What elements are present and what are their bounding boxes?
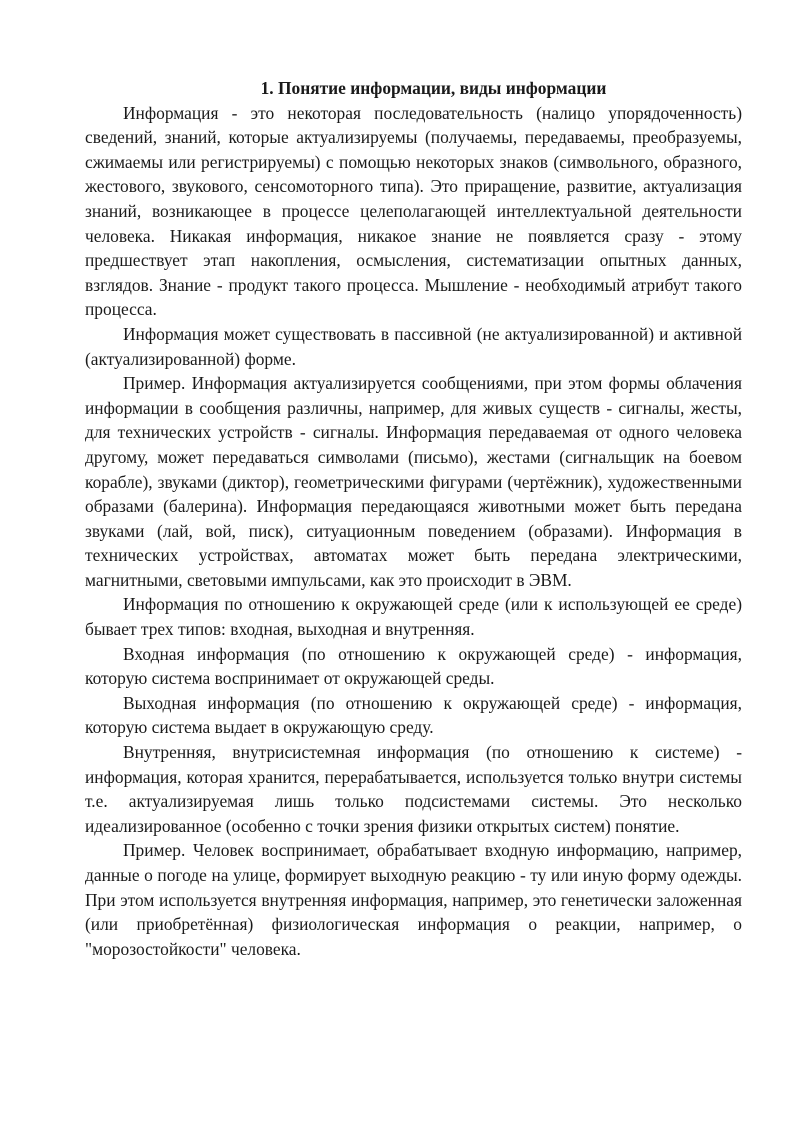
paragraph-types: Информация по отношению к окружающей среде (или к использующей ее среде) бывает трех типов: входная, выходная и внутренняя. bbox=[85, 594, 742, 640]
paragraph-example-human: Пример. Человек воспринимает, обрабатывает входную информацию, например, данные о погоде на улице, формирует выходную реакцию - ту или иную форму одежды. При этом используется внутренняя информация, например, это генетически заложенная (или приобретённая) физиологическая информация о реакции, например, о "морозостойкости" человека. bbox=[85, 840, 742, 959]
document-page bbox=[85, 76, 742, 961]
paragraph-internal-info: Внутренняя, внутрисистемная информация (по отношению к системе) - информация, которая хранится, перерабатывается, используется только внутри системы т.е. актуализируемая лишь только подсистемами системы. Это несколько идеализированное (особенно с точки зрения физики открытых систем) понятие. bbox=[85, 742, 742, 836]
paragraph-forms: Информация может существовать в пассивной (не актуализированной) и активной (актуализированной) форме. bbox=[85, 323, 742, 369]
paragraph-example-messages: Пример. Информация актуализируется сообщениями, при этом формы облачения информации в сообщения различны, например, для живых существ - сигналы, жесты, для технических устройств - сигналы. Информация передаваемая от одного человека другому, может передаваться символами (письмо), жестами (сигнальщик на боевом корабле), звуками (диктор), геометрическими фигурами (чертёжник), художественными образами (балерина). Информация передающаяся животными может быть передана звуками (лай, вой, писк), ситуационным поведением (образами). Информация в технических устройствах, автоматах может быть передана электрическими, магнитными, световыми импульсами, как это происходит в ЭВМ. bbox=[85, 373, 742, 590]
section-title: 1. Понятие информации, виды информации bbox=[260, 78, 607, 98]
paragraph-input-info: Входная информация (по отношению к окружающей среде) - информация, которую система воспринимает от окружающей среды. bbox=[85, 643, 742, 689]
paragraph-output-info: Выходная информация (по отношению к окружающей среде) - информация, которую система выдает в окружающую среду. bbox=[85, 692, 742, 738]
paragraph-definition: Информация - это некоторая последовательность (налицо упорядоченность) сведений, знаний, которые актуализируемы (получаемы, передаваемы, преобразуемы, сжимаемы или регистрируемы) с помощью некоторых знаков (символьного, образного, жестового, звукового, сенсомоторного типа). Это приращение, развитие, актуализация знаний, возникающее в процессе целеполагающей интеллектуальной деятельности человека. Никакая информация, никакое знание не появляется сразу - этому предшествует этап накопления, осмысления, систематизации опытных данных, взглядов. Знание - продукт такого процесса. Мышление - необходимый атрибут такого процесса. bbox=[85, 102, 742, 320]
